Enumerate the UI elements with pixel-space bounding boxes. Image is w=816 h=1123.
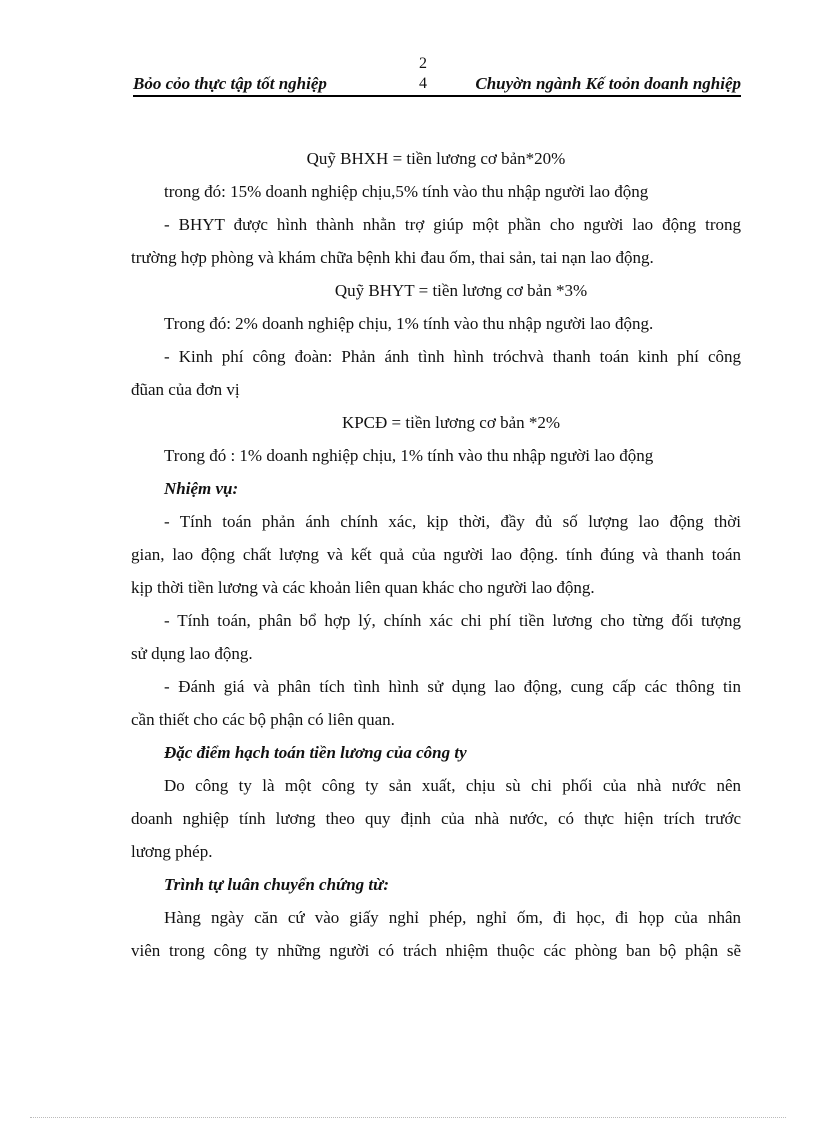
- text-line: sử dụng lao động.: [131, 644, 253, 663]
- page-header: [133, 54, 741, 98]
- text-line: Trong đó : 1% doanh nghiệp chịu, 1% tính vào thu nhập người lao động: [164, 446, 654, 465]
- section-heading-nhiem-vu: Nhiệm vụ:: [164, 479, 239, 498]
- text-line: viên trong công ty những người có trách nhiệm thuộc các phòng ban bộ phận sẽ: [131, 941, 741, 960]
- formula-kpcd: KPCĐ = tiền lương cơ bản *2%: [341, 413, 561, 432]
- text-line: - Đánh giá và phân tích tình hình sử dụng lao động, cung cấp các thông tin: [164, 677, 741, 696]
- section-heading-luan-chuyen: Trình tự luân chuyển chứng từ:: [164, 875, 390, 894]
- page-number: [416, 54, 430, 94]
- text-line: Trong đó: 2% doanh nghiệp chịu, 1% tính vào thu nhập người lao động.: [164, 314, 654, 333]
- section-heading-hach-toan: Đặc điểm hạch toán tiền lương của công ty: [164, 743, 467, 762]
- text-line: đũan của đơn vị: [131, 380, 240, 399]
- formula-bhxh: Quỹ BHXH = tiền lương cơ bản*20%: [306, 149, 566, 168]
- text-line: trong đó: 15% doanh nghiệp chịu,5% tính vào thu nhập người lao động: [164, 182, 649, 201]
- text-line: Hàng ngày căn cứ vào giấy nghỉ phép, nghỉ ốm, đi học, đi họp của nhân: [164, 908, 741, 927]
- header-major-title: Chuyờn ngành Kế toỏn doanh nghiệp: [475, 74, 741, 93]
- header-divider: [133, 95, 741, 97]
- text-line: - Tính toán, phân bổ hợp lý, chính xác chi phí tiền lương cho từng đối tượng: [164, 611, 741, 630]
- text-line: cần thiết cho các bộ phận có liên quan.: [131, 710, 395, 729]
- page-number-top: 2: [419, 55, 427, 72]
- formula-bhyt: Quỹ BHYT = tiền lương cơ bản *3%: [334, 281, 588, 300]
- page-bottom-edge: [30, 1117, 786, 1118]
- text-line: kịp thời tiền lương và các khoản liên quan khác cho người lao động.: [131, 578, 595, 597]
- text-line: - Tính toán phản ánh chính xác, kịp thời, đầy đủ số lượng lao động thời: [164, 512, 741, 531]
- text-line: gian, lao động chất lượng và kết quả của người lao động. tính đúng và thanh toán: [131, 545, 741, 564]
- text-line: lương phép.: [131, 842, 213, 861]
- text-line: - BHYT được hình thành nhằn trợ giúp một phần cho người lao động trong: [164, 215, 741, 234]
- page-number-bottom: 4: [419, 75, 427, 92]
- text-line: doanh nghiệp tính lương theo quy định của nhà nước, có thực hiện trích trước: [131, 809, 741, 828]
- text-line: Do công ty là một công ty sản xuất, chịu sù chi phối của nhà nước nên: [164, 776, 741, 795]
- text-line: - Kinh phí công đoàn: Phản ánh tình hình tróchvà thanh toán kinh phí công: [164, 347, 741, 366]
- header-report-title: Bỏo cỏo thực tập tốt nghiệp: [133, 74, 327, 93]
- text-line: trường hợp phòng và khám chữa bệnh khi đau ốm, thai sản, tai nạn lao động.: [131, 248, 654, 267]
